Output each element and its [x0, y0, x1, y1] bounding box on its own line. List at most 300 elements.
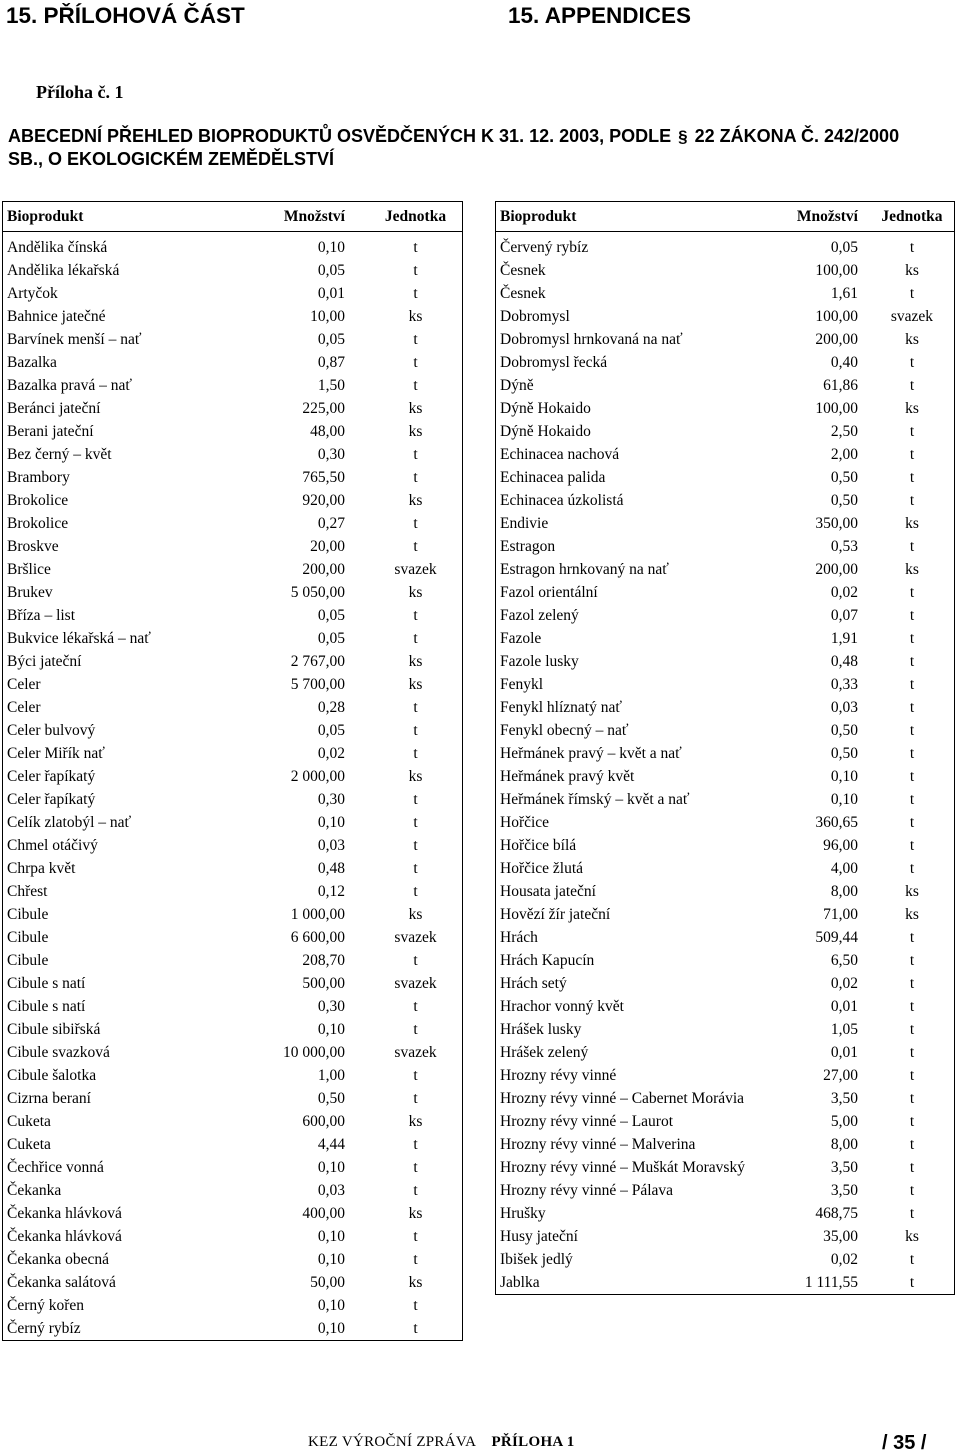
- table-row: [3, 466, 463, 489]
- cell-quantity: 0,03: [317, 836, 345, 854]
- cell-quantity: 0,87: [317, 353, 345, 371]
- cell-product: Hovězí žír jateční: [500, 905, 611, 923]
- column-header-unit: Jednotka: [870, 202, 955, 232]
- table-row: [3, 995, 463, 1018]
- section-heading-en: 15. APPENDICES: [508, 3, 691, 28]
- cell-product: Heřmánek pravý květ: [500, 767, 635, 785]
- table-row: [496, 305, 955, 328]
- cell-quantity: 0,50: [830, 721, 858, 739]
- products-table-left: [2, 201, 463, 1341]
- cell-unit: t: [413, 514, 418, 532]
- cell-quantity: 0,10: [317, 1296, 345, 1314]
- cell-unit: ks: [905, 514, 919, 532]
- cell-quantity: 0,05: [317, 606, 345, 624]
- cell-product: Hořčice: [500, 813, 550, 831]
- cell-unit: t: [909, 491, 915, 509]
- cell-unit: svazek: [890, 307, 934, 325]
- cell-quantity: 350,00: [815, 514, 858, 532]
- table-row: [496, 466, 955, 489]
- cell-unit: t: [413, 1227, 418, 1245]
- cell-product: Bršlice: [7, 560, 51, 578]
- cell-quantity: 765,50: [302, 468, 345, 486]
- cell-product: Hrozny révy vinné – Muškát Moravský: [500, 1158, 745, 1176]
- cell-quantity: 0,01: [830, 997, 858, 1015]
- cell-product: Artyčok: [7, 284, 58, 302]
- cell-unit: ks: [408, 767, 423, 785]
- cell-product: Hrozny révy vinné: [500, 1066, 617, 1084]
- table-row: [496, 857, 955, 880]
- cell-unit: t: [909, 698, 915, 716]
- cell-product: Housata jateční: [500, 882, 596, 900]
- cell-product: Čekanka obecná: [7, 1250, 109, 1268]
- cell-quantity: 225,00: [302, 399, 345, 417]
- cell-quantity: 0,03: [317, 1181, 345, 1199]
- table-row: [496, 949, 955, 972]
- cell-unit: t: [909, 859, 915, 877]
- column-header-quantity: Množství: [749, 202, 870, 232]
- cell-product: Cibule: [7, 951, 49, 969]
- table-row: [3, 581, 463, 604]
- cell-quantity: 0,50: [830, 468, 858, 486]
- cell-unit: t: [413, 606, 418, 624]
- cell-unit: ks: [905, 560, 919, 578]
- table-row: [3, 880, 463, 903]
- cell-product: Cibule šalotka: [7, 1066, 97, 1084]
- cell-product: Brambory: [7, 468, 70, 486]
- cell-product: Hrášek lusky: [500, 1020, 582, 1038]
- cell-unit: t: [909, 606, 915, 624]
- title-part-2: 22 ZÁKONA Č. 242/2000 SB., O EKOLOGICKÉM ZEMĚDĚLSTVÍ: [8, 126, 900, 169]
- cell-unit: t: [413, 951, 418, 969]
- cell-unit: t: [909, 790, 915, 808]
- cell-unit: ks: [408, 583, 423, 601]
- table-row: [3, 420, 463, 443]
- table-row: [3, 627, 463, 650]
- cell-product: Čekanka hlávková: [7, 1204, 122, 1222]
- cell-unit: t: [413, 284, 418, 302]
- table-row: [3, 443, 463, 466]
- cell-quantity: 0,33: [830, 675, 858, 693]
- cell-unit: t: [909, 744, 915, 762]
- cell-unit: t: [413, 445, 418, 463]
- cell-quantity: 0,50: [830, 744, 858, 762]
- cell-product: Cibule: [7, 905, 49, 923]
- cell-product: Dobromysl řecká: [500, 353, 608, 371]
- table-row: [496, 1041, 955, 1064]
- cell-product: Brokolice: [7, 514, 69, 532]
- cell-unit: svazek: [394, 560, 437, 578]
- cell-product: Celer: [7, 675, 41, 693]
- cell-unit: t: [413, 1066, 418, 1084]
- cell-unit: t: [909, 813, 915, 831]
- cell-unit: t: [909, 1043, 915, 1061]
- cell-quantity: 8,00: [830, 1135, 858, 1153]
- cell-unit: ks: [408, 422, 423, 440]
- cell-quantity: 3,50: [830, 1181, 858, 1199]
- cell-unit: t: [909, 238, 915, 256]
- cell-unit: t: [413, 1181, 418, 1199]
- cell-unit: t: [909, 1089, 915, 1107]
- cell-unit: t: [413, 629, 418, 647]
- table-row: [3, 788, 463, 811]
- table-row: [496, 558, 955, 581]
- cell-quantity: 0,05: [317, 330, 345, 348]
- table-row: [496, 1064, 955, 1087]
- cell-unit: t: [909, 1158, 915, 1176]
- table-body-left: [3, 232, 463, 1341]
- cell-unit: t: [413, 1135, 418, 1153]
- table-row: [3, 719, 463, 742]
- cell-unit: t: [413, 836, 418, 854]
- cell-product: Cibule svazková: [7, 1043, 110, 1061]
- table-row: [3, 1156, 463, 1179]
- cell-unit: t: [909, 721, 915, 739]
- cell-product: Bez černý – květ: [7, 445, 112, 463]
- table-row: [496, 696, 955, 719]
- cell-product: Hrachor vonný květ: [500, 997, 624, 1015]
- cell-product: Hrách setý: [500, 974, 567, 992]
- cell-unit: t: [909, 537, 915, 555]
- table-row: [496, 627, 955, 650]
- table-row: [496, 1179, 955, 1202]
- cell-product: Čekanka salátová: [7, 1273, 116, 1291]
- cell-product: Heřmánek pravý – květ a nať: [500, 744, 682, 762]
- cell-unit: ks: [905, 330, 919, 348]
- cell-quantity: 6 600,00: [290, 928, 345, 946]
- cell-product: Fazole lusky: [500, 652, 579, 670]
- cell-product: Dýně Hokaido: [500, 399, 591, 417]
- cell-product: Heřmánek římský – květ a nať: [500, 790, 690, 808]
- table-row: [496, 650, 955, 673]
- cell-product: Cuketa: [7, 1135, 51, 1153]
- cell-quantity: 509,44: [815, 928, 858, 946]
- cell-unit: t: [909, 675, 915, 693]
- cell-quantity: 0,05: [317, 629, 345, 647]
- cell-product: Hrách: [500, 928, 538, 946]
- table-row: [3, 1179, 463, 1202]
- table-row: [496, 328, 955, 351]
- cell-unit: t: [413, 330, 418, 348]
- table-row: [496, 673, 955, 696]
- cell-unit: t: [413, 859, 418, 877]
- cell-quantity: 8,00: [830, 882, 858, 900]
- cell-quantity: 0,10: [317, 1250, 345, 1268]
- cell-unit: ks: [408, 675, 423, 693]
- cell-product: Červený rybíz: [500, 238, 589, 256]
- table-row: [496, 604, 955, 627]
- cell-quantity: 400,00: [302, 1204, 345, 1222]
- column-header-product: Bioprodukt: [496, 202, 749, 232]
- cell-product: Brokolice: [7, 491, 69, 509]
- cell-quantity: 0,48: [830, 652, 858, 670]
- cell-product: Cibule s natí: [7, 997, 86, 1015]
- cell-product: Hořčice bílá: [500, 836, 577, 854]
- cell-product: Hrách Kapucín: [500, 951, 595, 969]
- cell-product: Echinacea palida: [500, 468, 606, 486]
- table-row: [496, 903, 955, 926]
- cell-quantity: 2,00: [830, 445, 858, 463]
- cell-quantity: 0,02: [830, 1250, 858, 1268]
- cell-quantity: 100,00: [815, 261, 858, 279]
- cell-quantity: 71,00: [823, 905, 858, 923]
- cell-unit: t: [909, 422, 915, 440]
- cell-product: Celer Miřík nať: [7, 744, 105, 762]
- cell-product: Husy jateční: [500, 1227, 578, 1245]
- cell-product: Černý rybíz: [7, 1319, 81, 1337]
- cell-unit: t: [413, 1089, 418, 1107]
- cell-quantity: 5 050,00: [290, 583, 345, 601]
- table-row: [496, 765, 955, 788]
- table-row: [3, 696, 463, 719]
- table-row: [3, 489, 463, 512]
- cell-unit: ks: [408, 1112, 423, 1130]
- cell-product: Fazole: [500, 629, 542, 647]
- cell-product: Česnek: [500, 261, 546, 279]
- cell-unit: ks: [408, 652, 423, 670]
- table-row: [496, 972, 955, 995]
- table-row: [496, 742, 955, 765]
- table-row: [496, 834, 955, 857]
- cell-product: Cibule sibiřská: [7, 1020, 101, 1038]
- cell-quantity: 6,50: [830, 951, 858, 969]
- cell-unit: t: [909, 1273, 915, 1291]
- section-heading-cz: 15. PŘÍLOHOVÁ ČÁST: [6, 3, 245, 28]
- table-row: [3, 351, 463, 374]
- table-row: [3, 857, 463, 880]
- cell-unit: t: [413, 353, 418, 371]
- cell-quantity: 0,10: [317, 1020, 345, 1038]
- cell-product: Celík zlatobýl – nať: [7, 813, 132, 831]
- cell-unit: t: [413, 698, 418, 716]
- cell-unit: t: [909, 1135, 915, 1153]
- cell-quantity: 4,44: [317, 1135, 345, 1153]
- table-row: [3, 949, 463, 972]
- cell-quantity: 200,00: [815, 330, 858, 348]
- cell-quantity: 1 000,00: [290, 905, 345, 923]
- cell-quantity: 35,00: [823, 1227, 858, 1245]
- cell-unit: t: [413, 1319, 418, 1337]
- cell-unit: t: [909, 928, 915, 946]
- cell-product: Fenykl hlíznatý nať: [500, 698, 622, 716]
- cell-quantity: 208,70: [302, 951, 345, 969]
- table-row: [496, 1248, 955, 1271]
- table-row: [496, 1156, 955, 1179]
- cell-quantity: 0,10: [830, 767, 858, 785]
- cell-unit: ks: [905, 882, 919, 900]
- cell-quantity: 0,48: [317, 859, 345, 877]
- cell-product: Jablka: [500, 1273, 540, 1291]
- cell-product: Bukvice lékařská – nať: [7, 629, 151, 647]
- cell-unit: t: [909, 836, 915, 854]
- cell-quantity: 100,00: [815, 307, 858, 325]
- table-row: [3, 811, 463, 834]
- cell-quantity: 0,07: [830, 606, 858, 624]
- cell-unit: svazek: [394, 928, 437, 946]
- table-row: [496, 926, 955, 949]
- cell-unit: t: [413, 537, 418, 555]
- cell-product: Cibule: [7, 928, 49, 946]
- cell-product: Brukev: [7, 583, 53, 601]
- cell-unit: t: [909, 1250, 915, 1268]
- cell-unit: t: [413, 1158, 418, 1176]
- cell-quantity: 0,10: [830, 790, 858, 808]
- cell-quantity: 48,00: [310, 422, 345, 440]
- cell-quantity: 0,10: [317, 1227, 345, 1245]
- cell-unit: t: [909, 951, 915, 969]
- cell-unit: svazek: [394, 1043, 437, 1061]
- cell-unit: t: [909, 353, 915, 371]
- cell-product: Celer řapíkatý: [7, 767, 96, 785]
- cell-product: Endivie: [500, 514, 549, 532]
- cell-unit: ks: [905, 261, 919, 279]
- cell-product: Chrpa květ: [7, 859, 76, 877]
- cell-quantity: 0,40: [830, 353, 858, 371]
- table-row: [496, 581, 955, 604]
- cell-product: Bazalka pravá – nať: [7, 376, 132, 394]
- cell-product: Celer bulvový: [7, 721, 96, 739]
- table-row: [3, 1087, 463, 1110]
- footer-appendix-label: PŘÍLOHA 1: [491, 1434, 575, 1450]
- cell-unit: t: [909, 652, 915, 670]
- title-part-1: ABECEDNÍ PŘEHLED BIOPRODUKTŮ OSVĚDČENÝCH K 31. 12. 2003, PODLE: [8, 126, 672, 146]
- cell-quantity: 0,50: [317, 1089, 345, 1107]
- cell-quantity: 1,91: [830, 629, 858, 647]
- table-row: [496, 995, 955, 1018]
- table-row: [3, 328, 463, 351]
- cell-quantity: 20,00: [310, 537, 345, 555]
- cell-unit: t: [909, 1181, 915, 1199]
- cell-product: Celer: [7, 698, 41, 716]
- cell-product: Echinacea nachová: [500, 445, 620, 463]
- cell-product: Fenykl obecný – nať: [500, 721, 629, 739]
- table-row: [496, 788, 955, 811]
- table-row: [3, 282, 463, 305]
- table-row: [496, 1271, 955, 1295]
- cell-product: Bazalka: [7, 353, 57, 371]
- cell-product: Fazol orientální: [500, 583, 598, 601]
- cell-unit: t: [413, 468, 418, 486]
- table-header-row: [496, 202, 955, 232]
- cell-quantity: 600,00: [302, 1112, 345, 1130]
- cell-quantity: 0,12: [317, 882, 345, 900]
- cell-quantity: 0,02: [317, 744, 345, 762]
- table-row: [3, 1018, 463, 1041]
- cell-product: Čekanka: [7, 1181, 62, 1199]
- table-row: [496, 489, 955, 512]
- cell-quantity: 27,00: [823, 1066, 858, 1084]
- cell-unit: t: [413, 1020, 418, 1038]
- cell-quantity: 500,00: [302, 974, 345, 992]
- cell-quantity: 0,27: [317, 514, 345, 532]
- cell-quantity: 5,00: [830, 1112, 858, 1130]
- cell-product: Hrušky: [500, 1204, 546, 1222]
- cell-unit: t: [413, 790, 418, 808]
- table-row: [496, 1202, 955, 1225]
- cell-product: Chmel otáčivý: [7, 836, 98, 854]
- cell-quantity: 0,10: [317, 1158, 345, 1176]
- table-row: [3, 972, 463, 995]
- cell-quantity: 200,00: [815, 560, 858, 578]
- cell-unit: t: [909, 376, 915, 394]
- cell-product: Cizrna beraní: [7, 1089, 91, 1107]
- cell-product: Bříza – list: [7, 606, 76, 624]
- table-row: [496, 259, 955, 282]
- table-row: [496, 1225, 955, 1248]
- cell-quantity: 1,61: [830, 284, 858, 302]
- cell-unit: t: [413, 261, 418, 279]
- column-header-product: Bioprodukt: [3, 202, 232, 232]
- cell-quantity: 61,86: [823, 376, 858, 394]
- table-row: [3, 926, 463, 949]
- cell-quantity: 0,53: [830, 537, 858, 555]
- table-row: [496, 719, 955, 742]
- cell-product: Hrozny révy vinné – Malverina: [500, 1135, 696, 1153]
- table-row: [3, 1110, 463, 1133]
- cell-product: Dobromysl hrnkovaná na nať: [500, 330, 683, 348]
- table-row: [496, 420, 955, 443]
- cell-unit: ks: [408, 491, 423, 509]
- cell-unit: ks: [408, 307, 423, 325]
- cell-product: Česnek: [500, 284, 546, 302]
- table-row: [3, 374, 463, 397]
- cell-unit: svazek: [394, 974, 437, 992]
- cell-product: Dýně: [500, 376, 534, 394]
- cell-quantity: 0,10: [317, 1319, 345, 1337]
- cell-product: Chřest: [7, 882, 48, 900]
- table-header-row: [3, 202, 463, 232]
- cell-quantity: 100,00: [815, 399, 858, 417]
- cell-unit: t: [909, 583, 915, 601]
- cell-product: Estragon hrnkovaný na nať: [500, 560, 669, 578]
- cell-quantity: 3,50: [830, 1158, 858, 1176]
- cell-unit: t: [909, 1020, 915, 1038]
- column-header-unit: Jednotka: [369, 202, 463, 232]
- page-number: / 35 /: [882, 1432, 927, 1454]
- table-row: [3, 834, 463, 857]
- cell-product: Dobromysl: [500, 307, 570, 325]
- cell-product: Estragon: [500, 537, 556, 555]
- cell-quantity: 360,65: [815, 813, 858, 831]
- table-row: [496, 1133, 955, 1156]
- cell-quantity: 5 700,00: [290, 675, 345, 693]
- cell-product: Hrozny révy vinné – Cabernet Morávia: [500, 1089, 745, 1107]
- table-row: [496, 232, 955, 260]
- cell-product: Čekanka hlávková: [7, 1227, 122, 1245]
- table-row: [3, 903, 463, 926]
- cell-unit: t: [413, 376, 418, 394]
- table-row: [3, 1271, 463, 1294]
- cell-product: Beránci jateční: [7, 399, 101, 417]
- cell-product: Bahnice jatečné: [7, 307, 106, 325]
- cell-product: Barvínek menší – nať: [7, 330, 142, 348]
- cell-quantity: 96,00: [823, 836, 858, 854]
- cell-unit: t: [909, 284, 915, 302]
- cell-quantity: 2,50: [830, 422, 858, 440]
- table-row: [3, 1133, 463, 1156]
- cell-unit: ks: [408, 1273, 423, 1291]
- document-title: [8, 125, 908, 170]
- table-row: [3, 558, 463, 581]
- cell-unit: t: [413, 238, 418, 256]
- products-table-right: [495, 201, 955, 1295]
- cell-quantity: 2 767,00: [290, 652, 345, 670]
- footer: [308, 1434, 575, 1451]
- table-row: [3, 1317, 463, 1341]
- table-row: [3, 535, 463, 558]
- cell-product: Fenykl: [500, 675, 544, 693]
- cell-product: Echinacea úzkolistá: [500, 491, 624, 509]
- cell-quantity: 4,00: [830, 859, 858, 877]
